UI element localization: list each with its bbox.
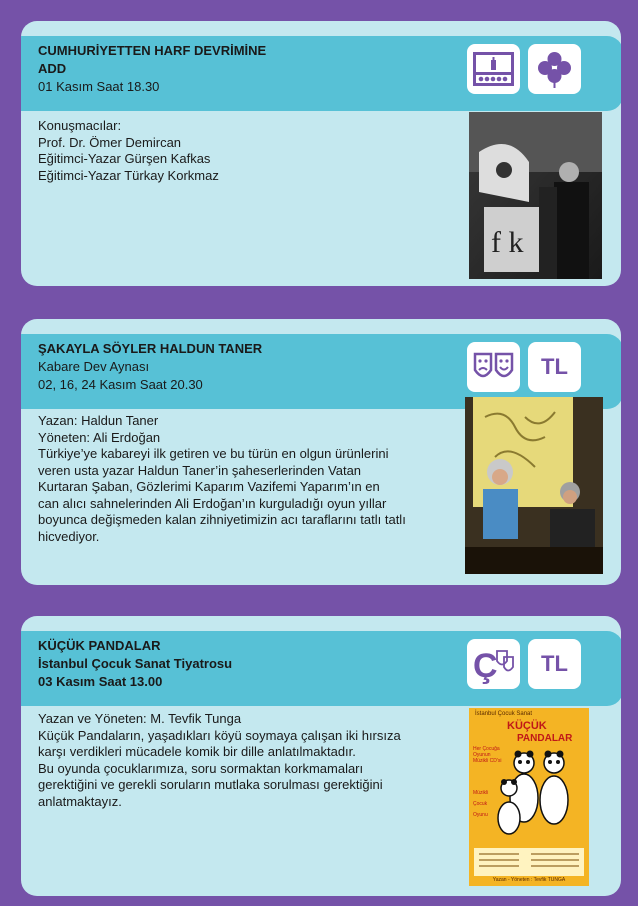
speakers-label: Konuşmacılar:	[38, 118, 122, 133]
author-line: Yazan: Haldun Taner	[38, 413, 159, 428]
svg-text:f k: f k	[491, 226, 524, 259]
event-photo-ataturk	[469, 112, 602, 279]
poster-side-line: Her Çocuğa	[473, 746, 500, 752]
description-line: veren usta yazar Haldun Taner’in şaheserlerinden Vatan	[38, 462, 362, 478]
event-date: 03 Kasım Saat 13.00	[38, 674, 163, 689]
speaker-3: Eğitimci-Yazar Türkay Korkmaz	[38, 167, 219, 183]
speaker-2: Eğitimci-Yazar Gürşen Kafkas	[38, 151, 211, 166]
event-card-2	[21, 319, 621, 585]
event-photo-stage	[465, 397, 603, 574]
poster-side-line: Müzikli CD'si	[473, 758, 502, 764]
event-title: ŞAKAYLA SÖYLER HALDUN TANER	[38, 341, 263, 356]
director-line: Yöneten: Ali Erdoğan	[38, 429, 161, 445]
description-line: gerektiğini ve gerekli soruların mutlaka sorulması gerektiğini	[38, 777, 383, 792]
poster-footer: Yazan - Yöneten : Tevfik TUNGA	[492, 877, 566, 883]
poster-side-line: Müzikli	[473, 790, 489, 796]
event-description	[38, 711, 401, 810]
poster-pandas-art	[469, 708, 589, 886]
clover-icon	[528, 44, 581, 94]
author-director-line: Yazan ve Yöneten: M. Tevfik Tunga	[38, 711, 242, 726]
description-line: Türkiye’ye kabareyi ilk getiren ve bu türün en olgun ürünlerini	[38, 446, 389, 461]
svg-text:Ç: Ç	[473, 647, 498, 685]
description-line: anlatmaktayız.	[38, 793, 122, 809]
event-header	[21, 36, 621, 111]
event-subtitle: Kabare Dev Aynası	[38, 359, 150, 374]
poster-side-line: Oyunu	[473, 812, 488, 818]
ticket-price-icon	[528, 342, 581, 392]
price-tl-label: TL	[541, 354, 568, 379]
event-card-1	[21, 21, 621, 286]
description-line: Bu oyunda çocuklarımıza, soru sormaktan korkmamaları	[38, 760, 364, 776]
poster-side-line: Çocuk	[473, 801, 488, 807]
event-header	[21, 631, 621, 706]
event-description	[38, 413, 406, 545]
event-subtitle: ADD	[38, 61, 67, 76]
speaker-1: Prof. Dr. Ömer Demircan	[38, 134, 182, 150]
description-line: can alıcı sahnelerinden Ali Erdoğan’ın kurguladığı oyun yıllar	[38, 495, 387, 511]
description-line: Küçük Pandaların, yaşadıkları köyü soymaya çalışan iki hırsıza	[38, 727, 401, 743]
event-description	[38, 118, 219, 184]
event-date: 01 Kasım Saat 18.30	[38, 79, 160, 94]
description-line: karşı verdikleri mücadele komik bir dille anlatılmaktadır.	[38, 744, 356, 759]
poster-side-line: Oyunun	[473, 752, 491, 758]
poster-org: İstanbul Çocuk Sanat	[475, 711, 533, 717]
event-card-3	[21, 616, 621, 896]
description-line: boyunca değişmeden kalan zihniyetimizin acı taraflarını tatlı tatlı	[38, 512, 406, 527]
poster-title-2: PANDALAR	[517, 733, 573, 744]
price-tl-label: TL	[541, 651, 568, 676]
event-date: 02, 16, 24 Kasım Saat 20.30	[38, 377, 203, 392]
event-title: KÜÇÜK PANDALAR	[38, 638, 161, 653]
children-theater-icon	[467, 639, 520, 689]
event-subtitle: İstanbul Çocuk Sanat Tiyatrosu	[38, 656, 233, 671]
description-line: Kurtaran Şaban, Gözlerimi Kaparım Vazifemi Yaparım’ın en	[38, 479, 380, 494]
event-title: CUMHURİYETTEN HARF DEVRİMİNE	[38, 43, 267, 58]
ticket-price-icon	[528, 639, 581, 689]
poster-title-1: KÜÇÜK	[507, 720, 547, 732]
event-poster-pandas	[469, 708, 589, 886]
theater-masks-icon	[467, 342, 520, 392]
theater-hall-icon	[467, 44, 520, 94]
description-line: hicvediyor.	[38, 528, 100, 544]
